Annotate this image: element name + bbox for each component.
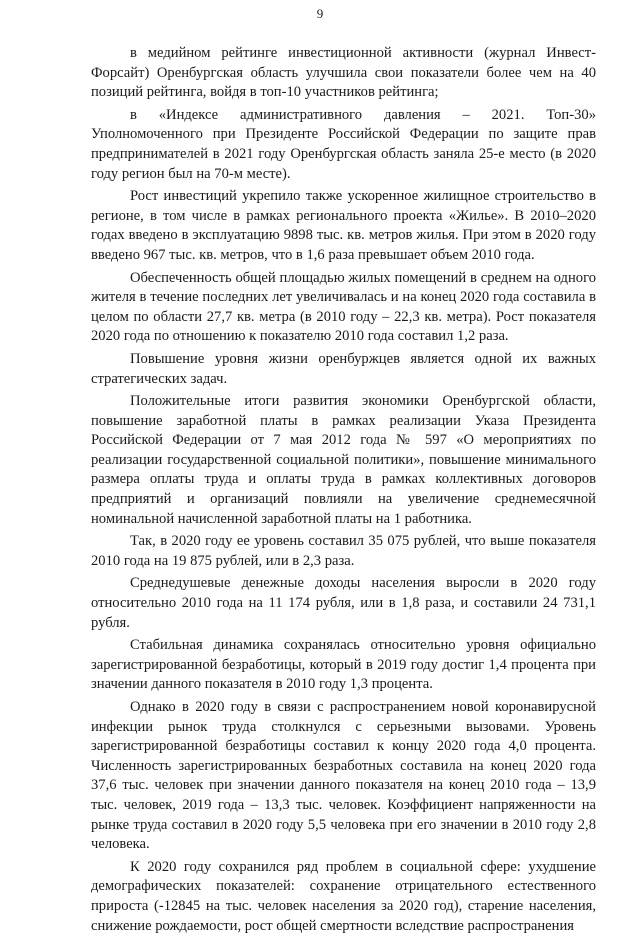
- paragraph-social-problems: К 2020 году сохранился ряд проблем в социальной сфере: ухудшение демографических показателей: сохранение отрицательного естественного прироста (-12845 на тыс. человек населения за 2020 год), старение населения, снижение рождаемости, рост общей смертности вследствие распространения: [91, 858, 596, 934]
- paragraph-unemployment-2020: Однако в 2020 году в связи с распространением новой коронавирусной инфекции рынок труда столкнулся с серьезными вызовами. Уровень зарегистрированной безработицы составил к концу 2020 года 4,0 процента. Численность зарегистрированных безработных составила на конец 2020 года 37,6 тыс. человек при значении данного показателя на конец 2010 года – 13,9 тыс. человек, 2019 года – 13,3 тыс. человек. Коэффициент напряженности на рынке труда составил в 2020 году 5,5 человека при его значении в 2010 году 2,8 человека.: [91, 699, 596, 853]
- paragraph-economic-results: Положительные итоги развития экономики Оренбургской области, повышение заработной платы в рамках реализации Указа Президента Российской Федерации от 7 мая 2012 года № 597 «О мероприятиях по реализации государственной социальной политики», повышение минимального размера оплаты труда и оплаты труда в рамках коллективных договоров предприятий и организаций повлияли на увеличение среднемесячной номинальной начисленной заработной платы на 1 работника.: [91, 393, 596, 527]
- paragraph-living-standard: Повышение уровня жизни оренбуржцев является одной их важных стратегических задач.: [91, 350, 596, 387]
- page-number: 9: [316, 6, 324, 21]
- paragraph-unemployment-stable: Стабильная динамика сохранялась относительно уровня официально зарегистрированной безработицы, который в 2019 году достиг 1,4 процента при значении данного показателя в 2010 году 1,3 процента.: [91, 637, 596, 693]
- document-body: [91, 44, 596, 939]
- paragraph-admin-pressure-index: в «Индексе административного давления – 2021. Топ-30» Уполномоченного при Президенте Российской Федерации по защите прав предпринимателей в 2021 году Оренбургская область заняла 25-е место (в 2020 году регион был на 70-м месте).: [91, 106, 596, 182]
- paragraph-housing-provision: Обеспеченность общей площадью жилых помещений в среднем на одного жителя в течение последних лет увеличивалась и на конец 2020 года составила в целом по области 27,7 кв. метра (в 2010 году – 22,3 кв. метра). Рост показателя 2020 года по отношению к показателю 2010 года составил 1,2 раза.: [91, 269, 596, 345]
- paragraph-income: Среднедушевые денежные доходы населения выросли в 2020 году относительно 2010 года на 11 174 рубля, или в 1,8 раза, и составили 24 731,1 рубля.: [91, 575, 596, 631]
- paragraph-salary-level: Так, в 2020 году ее уровень составил 35 075 рублей, что выше показателя 2010 года на 19 875 рублей, или в 2,3 раза.: [91, 533, 596, 569]
- paragraph-media-rating: в медийном рейтинге инвестиционной активности (журнал Инвест-Форсайт) Оренбургская область улучшила свои показатели более чем на 40 позиций рейтинга, войдя в топ-10 участников рейтинга;: [91, 45, 596, 101]
- paragraph-housing-construction: Рост инвестиций укрепило также ускоренное жилищное строительство в регионе, в том числе в рамках регионального проекта «Жилье». В 2010–2020 годах введено в эксплуатацию 9898 тыс. кв. метров жилья. При этом в 2020 году введено 967 тыс. кв. метров, что в 1,6 раза превышает объем 2010 года.: [91, 188, 596, 263]
